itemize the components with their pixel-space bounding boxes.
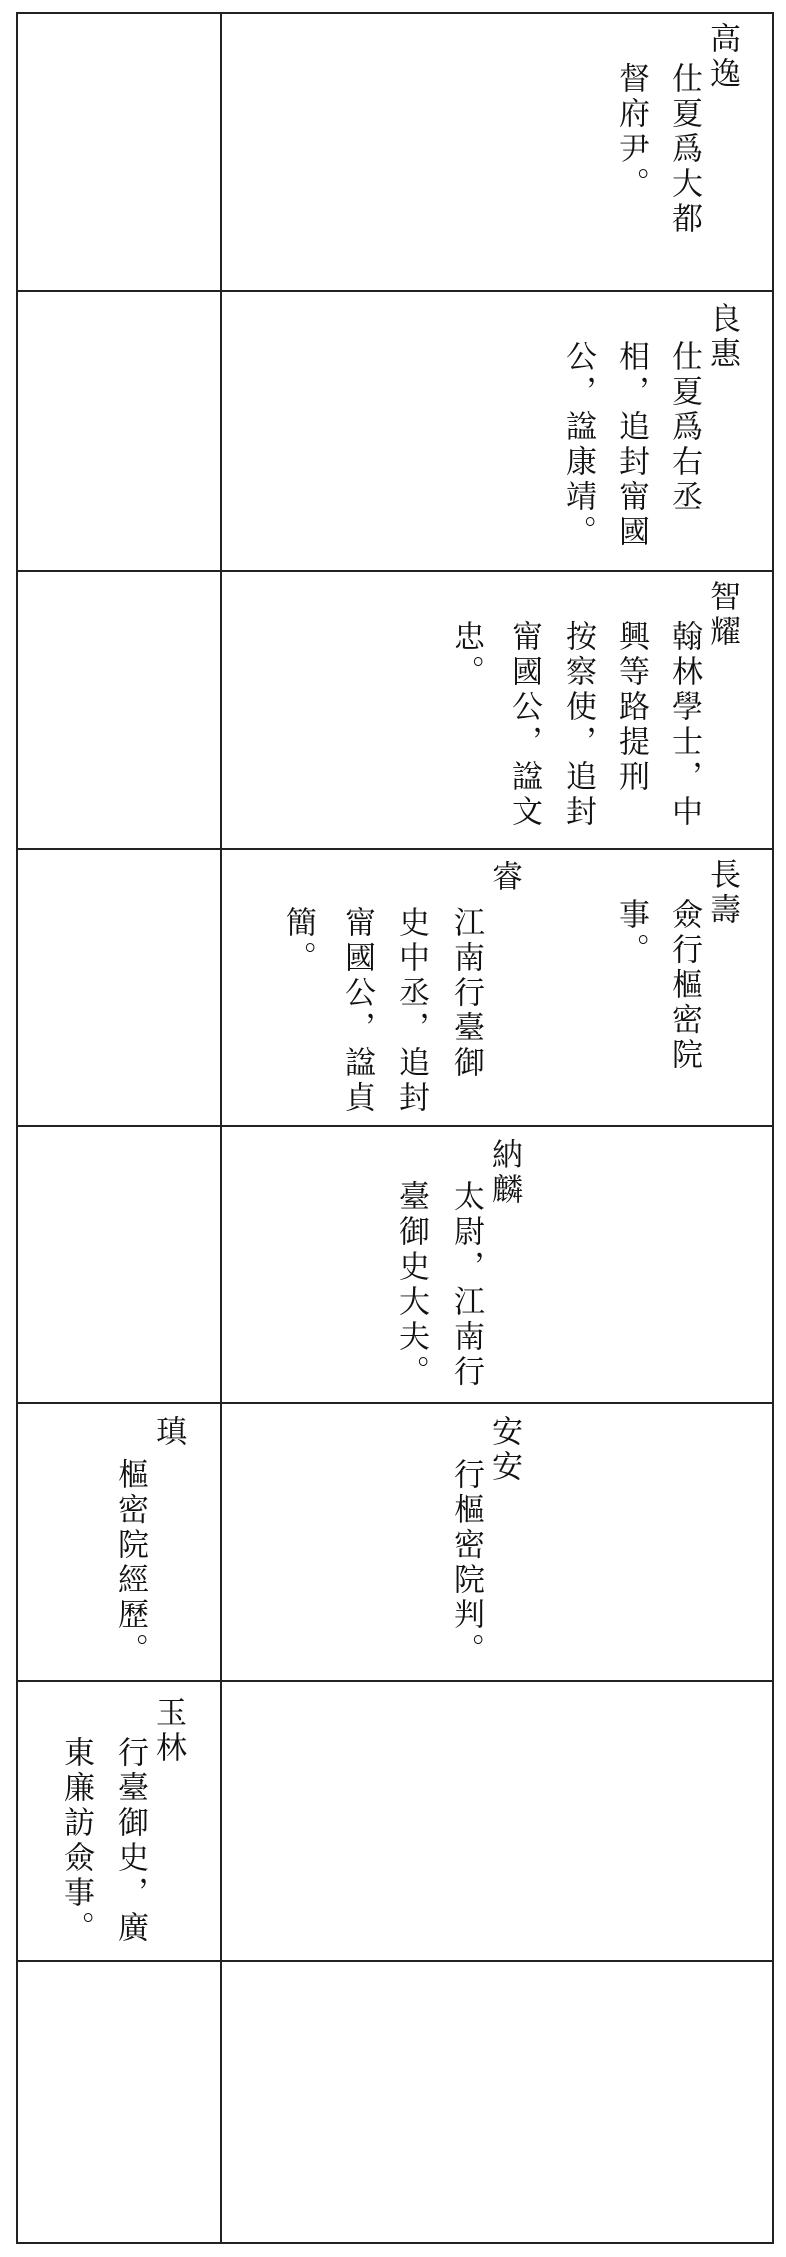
person-name: 良惠	[704, 302, 740, 372]
person-note-line: 史中丞，追封	[393, 906, 429, 1116]
person-note-line: 甯國公，諡文	[506, 620, 542, 830]
person-name: 睿	[486, 860, 522, 895]
person-name: 長壽	[704, 858, 740, 928]
person-note-line: 太尉，江南行	[448, 1180, 484, 1390]
person-note-line: 行臺御史，廣	[112, 1736, 148, 1946]
person-note-line: 江南行臺御	[448, 906, 484, 1081]
person-note-line: 相，追封甯國	[613, 340, 649, 550]
row-divider-7	[16, 1960, 774, 1962]
person-note-line: 翰林學士，中	[666, 620, 702, 830]
row-divider-5	[16, 1402, 774, 1404]
person-note-line: 臺御史大夫。	[393, 1180, 429, 1390]
person-name: 瑱	[150, 1415, 186, 1450]
person-note-line: 簡。	[280, 906, 316, 976]
row-divider-6	[16, 1680, 774, 1682]
person-note-line: 忠。	[448, 620, 484, 690]
row-divider-1	[16, 290, 774, 292]
person-note-line: 公，諡康靖。	[560, 340, 596, 550]
person-note-line: 樞密院經歷。	[112, 1458, 148, 1668]
person-note-line: 僉行樞密院	[666, 898, 702, 1073]
person-note-line: 東廉訪僉事。	[58, 1736, 94, 1946]
person-note-line: 行樞密院判。	[448, 1458, 484, 1668]
person-note-line: 事。	[613, 898, 649, 968]
row-divider-2	[16, 570, 774, 572]
person-note-line: 仕夏爲大都	[666, 62, 702, 237]
person-name: 玉林	[150, 1696, 186, 1766]
person-name: 智耀	[704, 580, 740, 650]
person-note-line: 仕夏爲右丞	[666, 340, 702, 515]
person-note-line: 按察使，追封	[560, 620, 596, 830]
person-name: 納麟	[486, 1138, 522, 1208]
person-note-line: 甯國公，諡貞	[339, 906, 375, 1116]
person-name: 高逸	[704, 22, 740, 92]
row-divider-4	[16, 1125, 774, 1127]
person-note-line: 興等路提刑	[613, 620, 649, 795]
row-divider-3	[16, 848, 774, 850]
column-divider	[220, 12, 222, 2244]
person-name: 安安	[486, 1415, 522, 1485]
person-note-line: 督府尹。	[613, 62, 649, 202]
